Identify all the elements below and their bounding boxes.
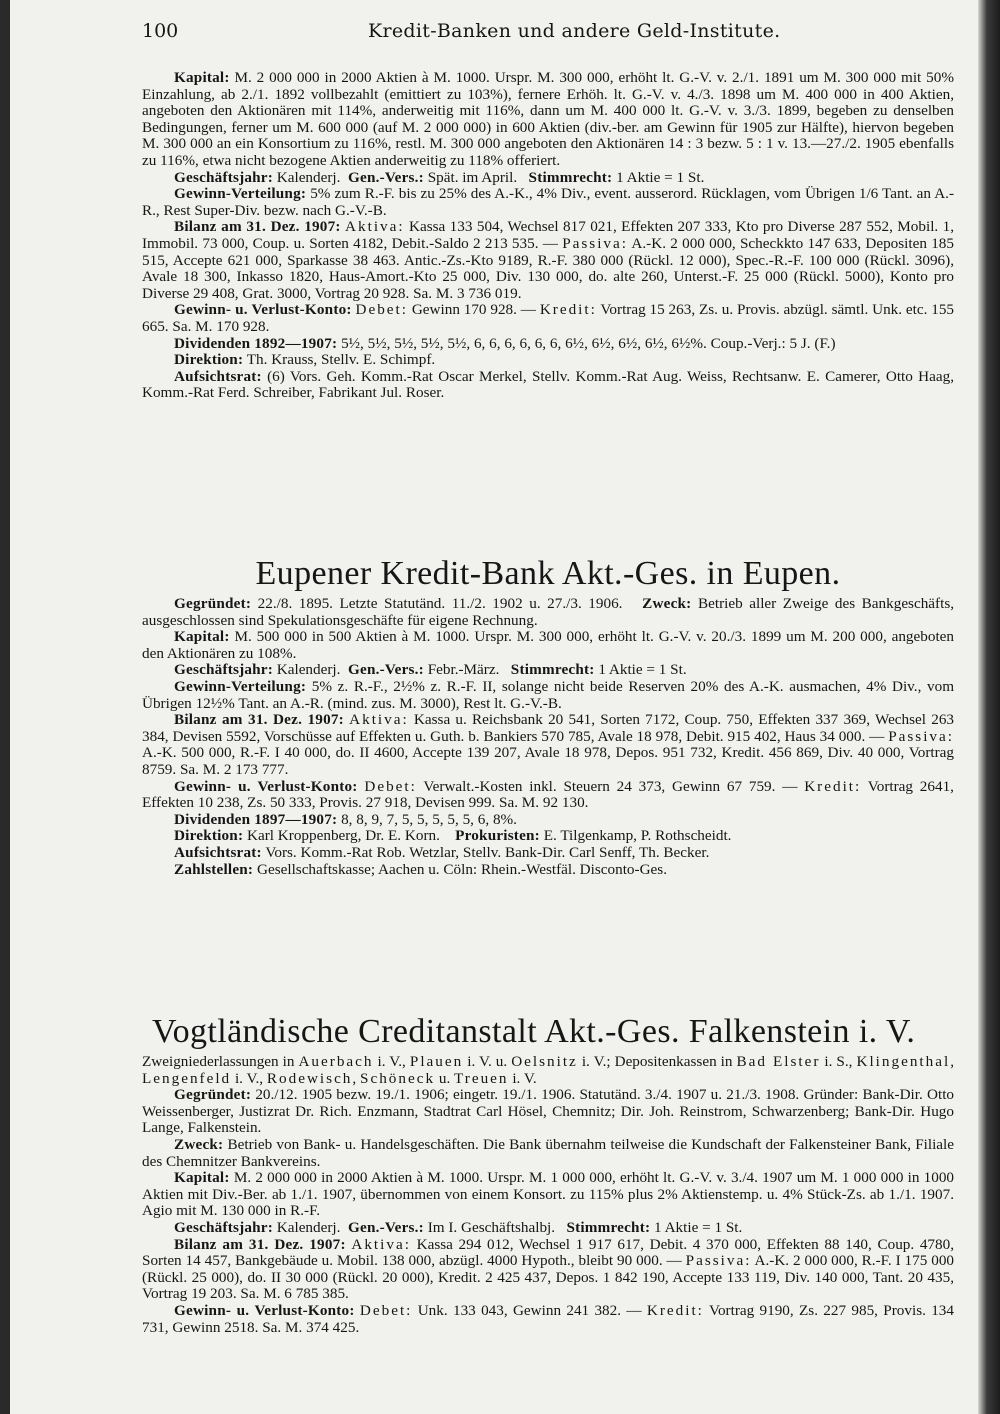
stimmrecht-text: 1 Aktie = 1 St.: [654, 1218, 743, 1236]
passiva-label: Passiva:: [562, 234, 628, 252]
zweig-text: Zweigniederlassungen in: [142, 1053, 299, 1070]
page-edge-left: [0, 0, 10, 1414]
debet-text: Unk. 133 043, Gewinn 241 382. —: [417, 1301, 642, 1319]
zweig-text: u.: [435, 1069, 455, 1087]
gewinnverteilung-paragraph: [142, 679, 954, 712]
zweig-text: ,: [950, 1053, 954, 1070]
gewinnverteilung-text: 5% z. R.-F., 2½% z. R.-F. II, solange nicht beide Reserven 20% des A.-K. ausmachen, 4% Div., vom Übrigen 12½% Tant. an A.-R. (mind. zus. M. 3000), Rest lt. G.-V.-B.: [142, 677, 955, 712]
kapital-label: Kapital:: [174, 69, 230, 86]
zweig-city: Schöneck: [360, 1069, 436, 1087]
zweig-text: i. V.; Depositenkassen in: [577, 1053, 737, 1070]
zahlstellen-label: Zahlstellen:: [174, 860, 254, 878]
entry-continuation: [142, 70, 954, 402]
passiva-label: Passiva:: [685, 1252, 752, 1270]
bilanz-label: Bilanz am 31. Dez. 1907:: [174, 1235, 346, 1253]
geschaeftsjahr-text: Kalenderj.: [276, 661, 341, 679]
meta-paragraph: [142, 1220, 954, 1237]
kredit-text: Vortrag 15 263, Zs. u. Provis. abzügl. sämtl. Unk. etc. 155 665. Sa. M. 170 928.: [142, 301, 955, 335]
guv-paragraph: [142, 1303, 954, 1336]
direktion-label: Direktion:: [174, 351, 244, 369]
zahlstellen-paragraph: [142, 862, 954, 879]
genvers-label: Gen.-Vers.:: [348, 1218, 424, 1236]
dividenden-text: 5½, 5½, 5½, 5½, 5½, 6, 6, 6, 6, 6, 6, 6½, 6½, 6½, 6½, 6½%. Coup.-Verj.: 5 J. (F.): [341, 334, 836, 352]
stimmrecht-label: Stimmrecht:: [510, 661, 595, 679]
zweig-text: i. V.: [508, 1069, 537, 1087]
kredit-text: Vortrag 9190, Zs. 227 985, Provis. 134 731, Gewinn 2518. Sa. M. 374 425.: [142, 1301, 954, 1336]
passiva-text: A.-K. 2 000 000, R.-F. I 175 000 (Rückl. 25 000), do. II 30 000 (Rückl. 20 000), Kredit. 2 425 437, Depos. 1 842 190, Accepte 133 119, Div. 140 000, Tant. 20 435, Vortrag 19 203. Sa. M. 6 785 385.: [142, 1252, 955, 1303]
direktion-text: Karl Kroppenberg, Dr. E. Korn.: [247, 827, 440, 845]
dividenden-paragraph: [142, 336, 954, 353]
bilanz-paragraph: [142, 1237, 954, 1303]
gewinnverteilung-label: Gewinn-Verteilung:: [174, 677, 307, 695]
zweig-text: i. V. u.: [463, 1053, 512, 1070]
company-title-eupen: Eupener Kredit-Bank Akt.-Ges. in Eupen.: [255, 555, 841, 592]
zweig-city: Plauen: [409, 1053, 464, 1070]
aufsichtsrat-paragraph: [142, 369, 954, 402]
direktion-paragraph: [142, 828, 954, 845]
meta-paragraph: [142, 662, 954, 679]
genvers-text: Spät. im April.: [427, 168, 518, 186]
guv-paragraph: [142, 302, 954, 335]
zweck-paragraph: [142, 1137, 954, 1170]
geschaeftsjahr-label: Geschäftsjahr:: [174, 661, 273, 679]
guv-paragraph: [142, 779, 954, 812]
aufsichtsrat-label: Aufsichtsrat:: [174, 367, 262, 385]
dividenden-label: Dividenden 1892—1907:: [174, 334, 338, 352]
guv-label: Gewinn- u. Verlust-Konto:: [174, 301, 352, 319]
aktiva-label: Aktiva:: [351, 1235, 411, 1253]
aktiva-label: Aktiva:: [349, 711, 409, 729]
kapital-text: M. 2 000 000 in 2000 Aktien à M. 1000. Urspr. M. 1 000 000, erhöht lt. G.-V. v. 3./4. 1907 um M. 1 000 000 in 1000 Aktien mit Div.-Ber. ab 1./1. 1907, übernommen von einem Konsort. zu 115% plus 2% Aktienstemp. u. 4% Stück-Zs. ab 1./1. 1907. Agio mit M. 130 000 in R.-F.: [142, 1169, 955, 1220]
aufsichtsrat-label: Aufsichtsrat:: [174, 843, 262, 861]
debet-text: Verwalt.-Kosten inkl. Steuern 24 373, Gewinn 67 759. —: [423, 777, 798, 795]
kapital-paragraph: [142, 70, 954, 170]
zweck-text: Betrieb von Bank- u. Handelsgeschäften. Die Bank übernahm teilweise die Kundschaft der Falkensteiner Bank, Filiale des Chemnitzer Bankvereins.: [142, 1135, 955, 1170]
aufsichtsrat-text: (6) Vors. Geh. Komm.-Rat Oscar Merkel, Stellv. Komm.-Rat Aug. Weiss, Rechtsanw. E. Camerer, Otto Haag, Komm.-Rat Ferd. Schreiber, Fabrikant Jul. Roser.: [142, 367, 955, 402]
gegruendet-text: 22./8. 1895. Letzte Statutänd. 11./2. 1902 u. 27./3. 1906.: [257, 595, 623, 612]
dividenden-label: Dividenden 1897—1907:: [174, 810, 338, 828]
kapital-paragraph: [142, 1170, 954, 1220]
passiva-label: Passiva:: [888, 727, 954, 745]
stimmrecht-text: 1 Aktie = 1 St.: [616, 168, 705, 186]
prokuristen-text: E. Tilgenkamp, P. Rothscheidt.: [543, 827, 732, 845]
genvers-text: Febr.-März.: [427, 661, 500, 679]
stimmrecht-text: 1 Aktie = 1 St.: [598, 661, 687, 679]
zweig-text: ,: [352, 1069, 360, 1087]
gewinnverteilung-paragraph: [142, 186, 954, 219]
zweig-city: Klingenthal: [856, 1053, 951, 1070]
kredit-label: Kredit:: [539, 301, 597, 319]
gewinnverteilung-label: Gewinn-Verteilung:: [174, 185, 307, 203]
guv-label: Gewinn- u. Verlust-Konto:: [174, 1301, 355, 1319]
zweig-city: Oelsnitz: [511, 1053, 578, 1070]
aufsichtsrat-paragraph: [142, 845, 954, 862]
genvers-label: Gen.-Vers.:: [348, 168, 424, 186]
bilanz-label: Bilanz am 31. Dez. 1907:: [174, 711, 344, 729]
entry-eupen: [142, 596, 954, 878]
aktiva-label: Aktiva:: [345, 218, 405, 236]
geschaeftsjahr-text: Kalenderj.: [276, 168, 341, 186]
zweig-city: Treuen: [454, 1069, 509, 1087]
dividenden-paragraph: [142, 812, 954, 829]
page-number: 100: [142, 20, 179, 42]
kapital-paragraph: [142, 629, 954, 662]
zweck-label: Zweck:: [174, 1135, 224, 1153]
kapital-label: Kapital:: [174, 628, 230, 646]
zweig-text: i. V.,: [231, 1069, 267, 1087]
geschaeftsjahr-text: Kalenderj.: [276, 1218, 341, 1236]
debet-label: Debet:: [359, 1301, 413, 1319]
aktiva-text: Kassa 133 504, Wechsel 817 021, Effekten 207 333, Kto pro Diverse 287 552, Mobil. 1, Immobil. 73 000, Coup. u. Sorten 4182, Debit.-Saldo 2 213 535. —: [142, 218, 955, 252]
company-title-falkenstein: Vogtländische Creditanstalt Akt.-Ges. Falkenstein i. V.: [152, 1013, 916, 1050]
stimmrecht-label: Stimmrecht:: [528, 168, 613, 186]
kapital-text: M. 2 000 000 in 2000 Aktien à M. 1000. Urspr. M. 300 000, erhöht lt. G.-V. v. 2./1. 1891 um M. 300 000 mit 50% Einzahlung, ab 2./1. 1892 vollbezahlt (emittiert zu 103%), fernere Erhöh. lt. G.-V. v. 4./3. 1898 um M. 400 000 in 400 Aktien, angeboten den Aktionären mit 114%, anderweitig mit 116%, dann um M. 400 000 lt. G.-V. v. 3./3. 1899, begeben zu denselben Bedingungen, ferner um M. 600 000 (auf M. 2 000 000) in 600 Aktien (div.-ber. am Gewinn für 1905 zur Hälfte), hiervon begeben M. 300 000 an ein Konsortium zu 116%, restl. M. 300 000 angeboten den Aktionären 14 : 3 bezw. 5 : 1 v. 13.—27./2. 1905 ebenfalls zu 116%, etwa nicht bezogene Aktien anderweitig zu 118% offeriert.: [142, 69, 954, 169]
direktion-paragraph: [142, 352, 954, 369]
passiva-text: A.-K. 2 000 000, Scheckkto 147 633, Depositen 185 515, Accepte 621 000, Sparkasse 38 463. Antic.-Zs.-Kto 9189, R.-F. 380 000 (Rückl. 12 000), Spec.-R.-F. 100 000 (Rückl. 3096), Avale 18 300, Inkasso 1820, Haus-Amort.-Kto 25 000, Div. 130 000, do. alte 260, Unterst.-F. 25 000 (Rückl. 5000), Konto pro Diverse 29 408, Grat. 3000, Vortrag 20 928. Sa. M. 3 736 019.: [142, 234, 954, 302]
kredit-text: Vortrag 2641, Effekten 10 238, Zs. 50 333, Provis. 27 918, Devisen 999. Sa. M. 92 130.: [142, 777, 954, 812]
gegruendet-text: 20./12. 1905 bezw. 19./1. 1906; eingetr. 19./1. 1906. Statutänd. 3./4. 1907 u. 21./3. 1908. Gründer: Bank-Dir. Otto Weissenberger, Justizrat Dr. Rich. Enzmann, Stadtrat Carl Hösel, Chemnitz; Dir. Joh. Reinstrom, Schwarzenberg; Bank-Dir. Hugo Lange, Falkenstein.: [142, 1086, 955, 1137]
zweig-text: i. S.,: [820, 1053, 857, 1070]
debet-label: Debet:: [355, 301, 408, 319]
gewinnverteilung-text: 5% zum R.-F. bis zu 25% des A.-K., 4% Div., event. ausserord. Rücklagen, vom Übrigen 1/6 Tant. an A.-R., Rest Super-Div. bezw. nach G.-V.-B.: [142, 185, 955, 219]
dividenden-text: 8, 8, 9, 7, 5, 5, 5, 5, 5, 6, 8%.: [341, 810, 517, 828]
zweck-text: Betrieb aller Zweige des Bankgeschäfts, ausgeschlossen sind Spekulationsgeschäfte für eigene Rechnung.: [142, 595, 955, 629]
direktion-label: Direktion:: [174, 827, 244, 845]
zweigniederlassungen-paragraph: [142, 1054, 954, 1087]
zweck-label: Zweck:: [642, 595, 692, 612]
debet-text: Gewinn 170 928. —: [411, 301, 536, 319]
genvers-text: Im I. Geschäftshalbj.: [427, 1218, 556, 1236]
zweig-city: Auerbach: [298, 1053, 374, 1070]
zweig-city: Bad Elster: [736, 1053, 821, 1070]
kapital-text: M. 500 000 in 500 Aktien à M. 1000. Urspr. M. 300 000, erhöht lt. G.-V. v. 20./3. 1899 um M. 200 000, angeboten den Aktionären zu 108%.: [142, 628, 955, 662]
geschaeftsjahr-label: Geschäftsjahr:: [174, 1218, 273, 1236]
zweig-city: Rodewisch: [266, 1069, 353, 1087]
kredit-label: Kredit:: [646, 1301, 704, 1319]
running-title: Kredit-Banken und andere Geld-Institute.: [368, 20, 781, 42]
gegruendet-paragraph: [142, 1087, 954, 1137]
zahlstellen-text: Gesellschaftskasse; Aachen u. Cöln: Rhein.-Westfäl. Disconto-Ges.: [256, 860, 667, 878]
bilanz-label: Bilanz am 31. Dez. 1907:: [174, 218, 341, 236]
gegruendet-label: Gegründet:: [174, 1086, 252, 1104]
aktiva-text: Kassa 294 012, Wechsel 1 917 617, Debit. 4 370 000, Effekten 88 140, Coup. 4780, Sorten 14 457, Bankgebäude u. Mobil. 138 000, abzügl. 4000 Hypoth., bleibt 90 000. —: [142, 1235, 955, 1270]
meta-paragraph: [142, 170, 954, 187]
kredit-label: Kredit:: [804, 777, 862, 795]
debet-label: Debet:: [364, 777, 417, 795]
zweig-text: i. V.,: [373, 1053, 410, 1070]
zweig-city: Lengenfeld: [142, 1069, 232, 1087]
kapital-label: Kapital:: [174, 1169, 230, 1187]
direktion-text: Th. Krauss, Stellv. E. Schimpf.: [246, 351, 436, 369]
geschaeftsjahr-label: Geschäftsjahr:: [174, 168, 273, 186]
aktiva-text: Kassa u. Reichsbank 20 541, Sorten 7172, Coup. 750, Effekten 337 369, Wechsel 263 384, Devisen 5592, Vorschüsse auf Effekten u. Guth. b. Bankiers 570 785, Avale 18 978, Debit. 915 402, Haus 34 000. —: [142, 711, 955, 745]
gegruendet-paragraph: [142, 596, 954, 629]
bilanz-paragraph: [142, 712, 954, 778]
stimmrecht-label: Stimmrecht:: [566, 1218, 651, 1236]
guv-label: Gewinn- u. Verlust-Konto:: [174, 777, 358, 795]
entry-falkenstein: [142, 1054, 954, 1336]
page-edge-right: [978, 0, 1000, 1414]
aufsichtsrat-text: Vors. Komm.-Rat Rob. Wetzlar, Stellv. Bank-Dir. Carl Senff, Th. Becker.: [265, 843, 710, 861]
gegruendet-label: Gegründet:: [174, 595, 252, 612]
genvers-label: Gen.-Vers.:: [348, 661, 424, 679]
bilanz-paragraph: [142, 219, 954, 302]
passiva-text: A.-K. 500 000, R.-F. I 40 000, do. II 4600, Accepte 139 207, Avale 18 978, Depos. 951 732, Kredit. 456 869, Div. 40 000, Vortrag 8759. Sa. M. 2 173 777.: [142, 744, 954, 778]
prokuristen-label: Prokuristen:: [455, 827, 540, 845]
